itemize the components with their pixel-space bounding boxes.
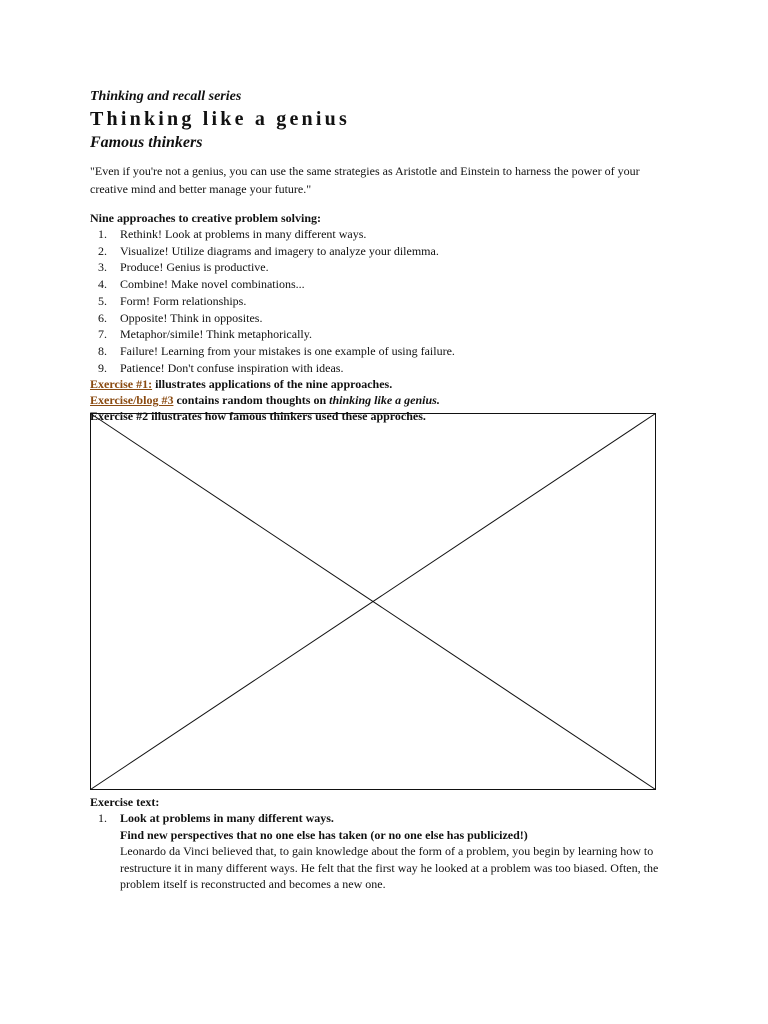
list-item	[90, 276, 680, 293]
exercise-item-subtitle: Find new perspectives that no one else has taken (or no one else has publicized!)	[120, 827, 528, 842]
list-item-text: Rethink! Look at problems in many different ways.	[120, 227, 367, 241]
exercise2-line: Exercise #2 illustrates how famous thinkers used these approches.	[90, 409, 426, 424]
list-item-text: Patience! Don't confuse inspiration with ideas.	[120, 360, 344, 375]
list-item-number: 2.	[98, 243, 107, 258]
approaches-list	[90, 226, 680, 376]
document-page	[90, 88, 680, 891]
exercise-item	[90, 810, 670, 893]
blog3-description: contains random thoughts on	[173, 393, 330, 408]
intro-quote: "Even if you're not a genius, you can use the same strategies as Aristotle and Einstein to harness the power of your creative mind and better manage your future."	[90, 164, 640, 196]
series-label: Thinking and recall series	[90, 89, 242, 104]
exercise1-line	[90, 376, 680, 392]
list-item-number: 4.	[98, 277, 107, 292]
list-item-text: Combine! Make novel combinations...	[120, 277, 305, 292]
list-item-text: Opposite! Think in opposites.	[120, 310, 263, 325]
list-item-number: 3.	[98, 260, 107, 275]
list-item-text: Form! Form relationships.	[120, 293, 247, 308]
list-item-number: 5.	[98, 293, 107, 308]
list-item	[90, 326, 680, 343]
image-placeholder	[90, 413, 656, 790]
list-item-number: 1.	[98, 227, 107, 241]
list-item	[90, 243, 680, 260]
approaches-heading: Nine approaches to creative problem solving:	[90, 211, 321, 225]
list-item	[90, 360, 680, 377]
list-item-text: Visualize! Utilize diagrams and imagery to analyze your dilemma.	[120, 243, 439, 258]
list-item-number: 8.	[98, 343, 107, 358]
exercise1-link[interactable]: Exercise #1:	[90, 377, 153, 392]
exercise-text-heading: Exercise text:	[90, 795, 160, 809]
list-item	[90, 293, 680, 310]
list-item-number: 9.	[98, 360, 107, 375]
blog3-topic: thinking like a genius.	[329, 393, 440, 408]
list-item	[90, 259, 680, 276]
exercise-item-number: 1.	[98, 811, 107, 825]
list-item-number: 6.	[98, 310, 107, 325]
blog3-line	[90, 392, 680, 408]
exercise-item-paragraph: Leonardo da Vinci believed that, to gain knowledge about the form of a problem, you begin by learning how to restructure it in many different ways. He felt that the first way he looked at a problem was too biased. Often, the problem itself is reconstructed and becomes a new one.	[120, 844, 659, 891]
list-item	[90, 343, 680, 360]
list-item-text: Metaphor/simile! Think metaphorically.	[120, 327, 312, 342]
list-item-text: Failure! Learning from your mistakes is one example of using failure.	[120, 343, 455, 358]
page-title: Thinking like a genius	[90, 108, 350, 130]
list-item	[90, 226, 680, 243]
page-subtitle: Famous thinkers	[90, 134, 203, 151]
exercise-text-section	[90, 794, 670, 893]
exercise-item-body	[120, 810, 660, 893]
exercise1-description: illustrates applications of the nine approaches.	[152, 377, 393, 392]
list-item-number: 7.	[98, 327, 107, 342]
list-item	[90, 310, 680, 327]
blog3-link[interactable]: Exercise/blog #3	[90, 393, 174, 408]
list-item-text: Produce! Genius is productive.	[120, 260, 269, 275]
exercise-item-title: Look at problems in many different ways.	[120, 811, 334, 825]
